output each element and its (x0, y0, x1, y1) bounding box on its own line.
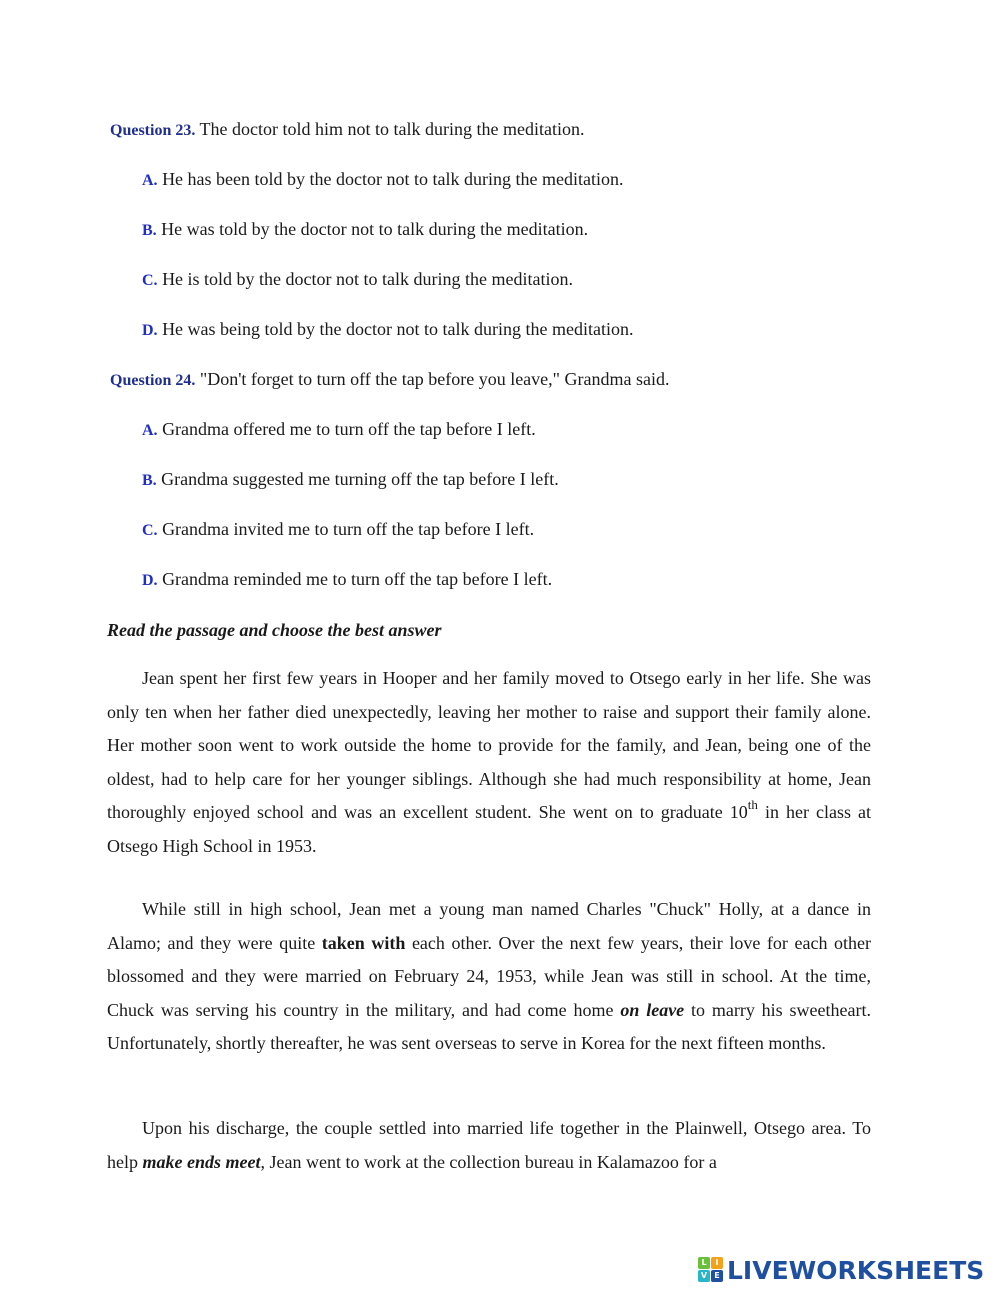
highlighted-phrase: on leave (620, 999, 685, 1020)
option-24-b[interactable] (142, 468, 559, 492)
question-24 (110, 368, 669, 392)
option-23-d[interactable] (142, 318, 633, 342)
liveworksheets-brand[interactable] (698, 1255, 984, 1285)
option-24-a[interactable] (142, 418, 536, 442)
option-24-d[interactable] (142, 568, 552, 592)
paragraph-text: each other. Over the next few years, their love for each other blossomed and they were married on February 24, 1953, while Jean was still in school. At the time, Chuck was serving his country in the military, and had come home (107, 932, 871, 1020)
option-text: Grandma offered me to turn off the tap before I left. (157, 419, 536, 439)
paragraph-text: Jean spent her first few years in Hooper and her family moved to Otsego early in her life. She was only ten when her father died unexpectedly, leaving her mother to raise and support their family alone. Her mother soon went to work outside the home to provide for the family, and Jean, being one of the oldest, had to help care for her younger siblings. Although she had much responsibility at home, Jean thoroughly enjoyed school and was an excellent student. She went on to graduate 10 (107, 668, 871, 822)
option-23-a[interactable] (142, 168, 623, 192)
option-text: Grandma reminded me to turn off the tap before I left. (157, 569, 553, 589)
option-letter: A. (142, 422, 158, 439)
highlighted-phrase: make ends meet (142, 1151, 261, 1172)
paragraph-text: in her class at Otsego High School in 1953. (107, 802, 871, 856)
option-letter: A. (142, 172, 158, 189)
option-text: He has been told by the doctor not to talk during the meditation. (157, 169, 624, 189)
passage-paragraph-3 (107, 1112, 871, 1179)
question-stem: "Don't forget to turn off the tap before you leave," Grandma said. (195, 369, 670, 389)
option-letter: C. (142, 522, 158, 539)
passage-paragraph-1 (107, 662, 871, 863)
option-letter: D. (142, 322, 158, 339)
ordinal-suffix: th (747, 797, 758, 812)
option-text: Grandma invited me to turn off the tap before I left. (157, 519, 535, 539)
option-text: He was being told by the doctor not to talk during the meditation. (157, 319, 634, 339)
question-label: Question 24. (110, 372, 196, 389)
passage-paragraph-2 (107, 893, 871, 1061)
liveworksheets-logo-icon: L I V E (698, 1257, 724, 1283)
option-letter: D. (142, 572, 158, 589)
option-letter: B. (142, 472, 157, 489)
paragraph-text: While still in high school, Jean met a young man named Charles "Chuck" Holly, at a dance in Alamo; and they were quite (107, 899, 871, 953)
option-24-c[interactable] (142, 518, 534, 542)
reading-instruction: Read the passage and choose the best answer (107, 620, 442, 640)
option-23-c[interactable] (142, 268, 573, 292)
option-letter: C. (142, 272, 158, 289)
highlighted-phrase: taken with (321, 932, 406, 953)
option-23-b[interactable] (142, 218, 588, 242)
question-stem: The doctor told him not to talk during the meditation. (195, 119, 585, 139)
question-label: Question 23. (110, 122, 196, 139)
option-letter: B. (142, 222, 157, 239)
option-text: He was told by the doctor not to talk during the meditation. (156, 219, 589, 239)
question-23 (110, 118, 584, 142)
brand-name: LIVEWORKSHEETS (727, 1255, 985, 1285)
paragraph-text: Upon his discharge, the couple settled into married life together in the Plainwell, Otsego area. To help (107, 1118, 871, 1172)
option-text: He is told by the doctor not to talk during the meditation. (157, 269, 573, 289)
paragraph-text: , Jean went to work at the collection bureau in Kalamazoo for a (260, 1151, 717, 1172)
paragraph-text: to marry his sweetheart. Unfortunately, shortly thereafter, he was sent overseas to serve in Korea for the next fifteen months. (107, 999, 871, 1053)
option-text: Grandma suggested me turning off the tap before I left. (156, 469, 559, 489)
